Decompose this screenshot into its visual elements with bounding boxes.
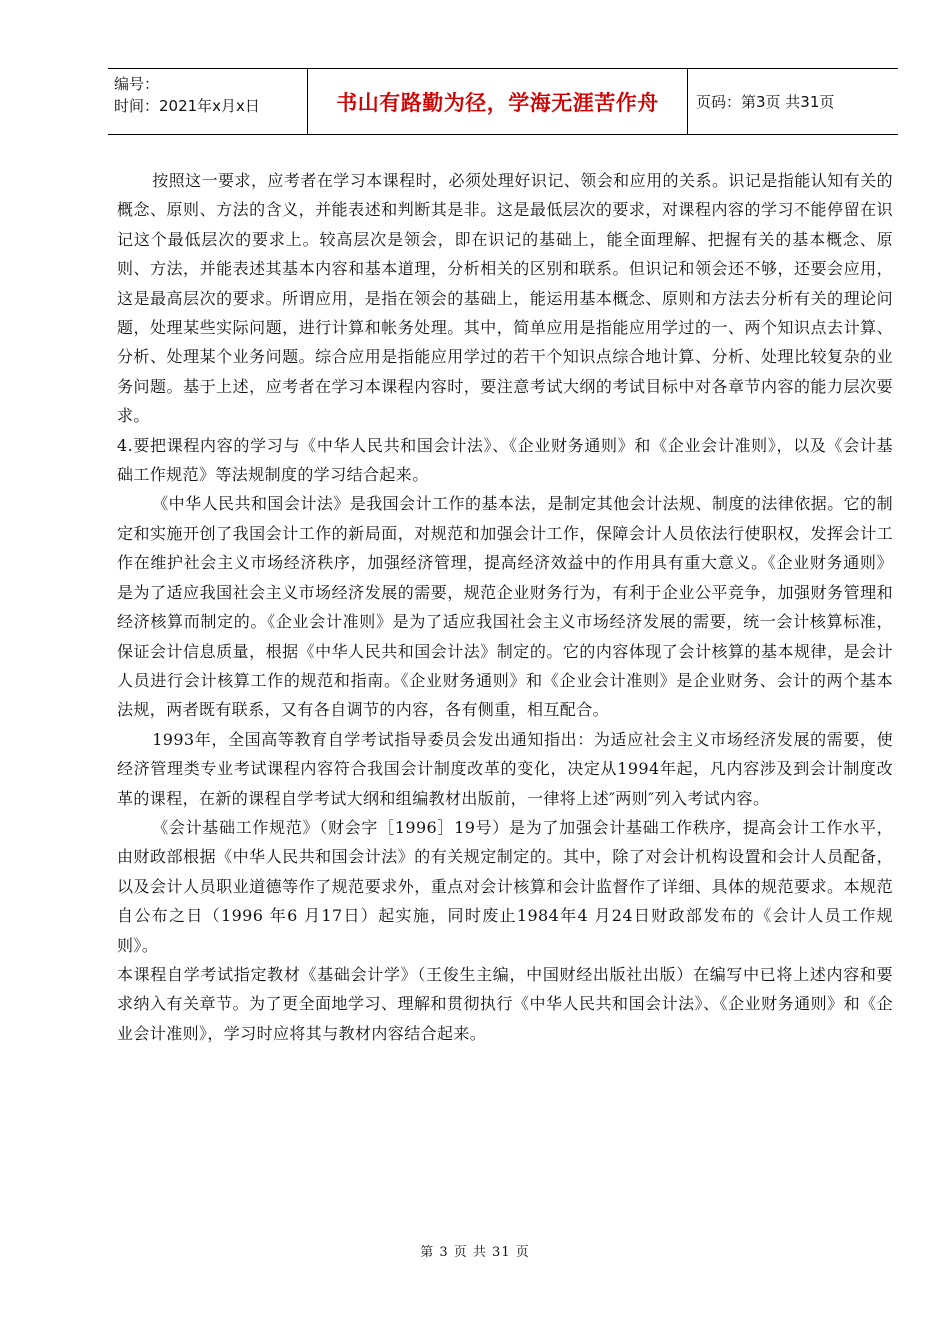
paragraph-basic-work-norms: 《会计基础工作规范》（财会字［1996］19号）是为了加强会计基础工作秩序，提高会计工作水平，由财政部根据《中华人民共和国会计法》的有关规定制定的。其中，除了对会计机构设置和会计人员配备，以及会计人员职业道德等作了规范要求外，重点对会计核算和会计监督作了详细、具体的规范要求。本规范自公布之日（1996 年6 月17日）起实施，同时废止1984年4 月24日财政部发布的《会计人员工作规则》。: [117, 817, 893, 955]
paragraph-item-4: 4.要把课程内容的学习与《中华人民共和国会计法》、《企业财务通则》和《企业会计准则》，以及《会计基础工作规范》等法规制度的学习结合起来。: [117, 435, 893, 485]
header-page-number: 页码：第3页 共31页: [696, 93, 835, 111]
time-label: 时间：2021年x月x日: [114, 97, 260, 115]
paragraph-1993-notice: 1993年，全国高等教育自学考试指导委员会发出通知指出：为适应社会主义市场经济发展的需要，使经济管理类专业考试课程内容符合我国会计制度改革的变化，决定从1994年起，凡内容涉及到会计制度改革的课程，在新的课程自学考试大纲和组编教材出版前，一律将上述″两则″列入考试内容。: [117, 729, 893, 808]
page-footer: 第 3 页 共 31 页: [420, 1245, 530, 1260]
document-body: [117, 166, 893, 1048]
paragraph-accounting-law: 《中华人民共和国会计法》是我国会计工作的基本法，是制定其他会计法规、制度的法律依据。它的制定和实施开创了我国会计工作的新局面，对规范和加强会计工作，保障会计人员依法行使职权，发挥会计工作在维护社会主义市场经济秩序，加强经济管理，提高经济效益中的作用具有重大意义。《企业财务通则》是为了适应我国社会主义市场经济发展的需要，规范企业财务行为，有利于企业公平竞争，加强财务管理和经济核算而制定的。《企业会计准则》是为了适应我国社会主义市场经济发展的需要，统一会计核算标准，保证会计信息质量，根据《中华人民共和国会计法》制定的。它的内容体现了会计核算的基本规律，是会计人员进行会计核算工作的规范和指南。《企业财务通则》和《企业会计准则》是企业财务、会计的两个基本法规，两者既有联系，又有各自调节的内容，各有侧重，相互配合。: [117, 494, 893, 720]
header-meta: [108, 69, 308, 134]
serial-label: 编号：: [114, 75, 160, 93]
header-motto: 书山有路勤为径，学海无涯苦作舟: [308, 69, 688, 134]
page-header: [108, 68, 898, 135]
paragraph-textbook: 本课程自学考试指定教材《基础会计学》（王俊生主编，中国财经出版社出版）在编写中已将上述内容和要求纳入有关章节。为了更全面地学习、理解和贯彻执行《中华人民共和国会计法》、《企业财务通则》和《企业会计准则》，学习时应将其与教材内容结合起来。: [117, 964, 893, 1043]
paragraph-recognition-levels: 按照这一要求，应考者在学习本课程时，必须处理好识记、领会和应用的关系。识记是指能认知有关的概念、原则、方法的含义，并能表述和判断其是非。这是最低层次的要求，对课程内容的学习不能停留在识记这个最低层次的要求上。较高层次是领会，即在识记的基础上，能全面理解、把握有关的基本概念、原则、方法，并能表述其基本内容和基本道理，分析相关的区别和联系。但识记和领会还不够，还要会应用，这是最高层次的要求。所谓应用，是指在领会的基础上，能运用基本概念、原则和方法去分析有关的理论问题，处理某些实际问题，进行计算和帐务处理。其中，简单应用是指能应用学过的一、两个知识点去计算、分析、处理某个业务问题。综合应用是指能应用学过的若干个知识点综合地计算、分析、处理比较复杂的业务问题。基于上述，应考者在学习本课程内容时，要注意考试大纲的考试目标中对各章节内容的能力层次要求。: [117, 171, 893, 426]
